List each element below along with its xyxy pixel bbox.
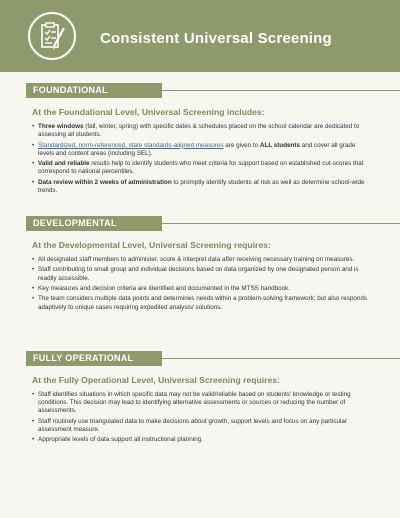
measures-link[interactable]: Standardized, norm-referenced, state standards-aligned measures <box>38 141 224 149</box>
section-bar-developmental: DEVELOPMENTAL <box>26 216 162 231</box>
section-heading-foundational: At the Foundational Level, Universal Screening includes: <box>32 107 265 117</box>
checklist-pencil-icon <box>28 12 76 60</box>
list-item: • Standardized, norm-referenced, state standards-aligned measures are given to ALL students and cover all grade levels and content areas (including SEL). <box>32 142 372 158</box>
list-item: • The team considers multiple data points and determines needs within a problem-solving framework; but also responds adaptively to unique cases requiring expedited analysis/ solutions. <box>32 295 372 311</box>
list-item: • Valid and reliable results help to identify students who meet criteria for support based on established cut-scores that correspond to national percentiles. <box>32 160 372 176</box>
list-item: • Staff routinely use triangulated data to make decisions about growth, support levels and focus on any particular assessment measure. <box>32 418 372 434</box>
section-bar-foundational: FOUNDATIONAL <box>26 83 162 98</box>
list-item: • Staff identifies situations in which specific data may not be valid/reliable based on students' knowledge or testing conditions. This decision may lead to identifying alternative assessments or sources or reducing the number of assessments. <box>32 391 372 416</box>
page-title: Consistent Universal Screening <box>100 30 332 47</box>
fully-operational-list <box>32 391 372 447</box>
foundational-list <box>32 123 372 197</box>
section-heading-developmental: At the Developmental Level, Universal Screening requires: <box>32 240 271 250</box>
section-heading-fully-operational: At the Fully Operational Level, Universal Screening requires: <box>32 375 280 385</box>
list-item: • Appropriate levels of data support all instructional planning. <box>32 436 372 444</box>
list-item: • Data review within 2 weeks of administration to promptly identify students at risk as well as determine school-wide trends. <box>32 179 372 195</box>
developmental-list <box>32 256 372 314</box>
section-bar-fully-operational: FULLY OPERATIONAL <box>26 351 162 366</box>
list-item: • Key measures and decision criteria are identified and documented in the MTSS handbook. <box>32 285 372 293</box>
header-banner <box>0 0 400 72</box>
list-item: • Three windows (fall, winter, spring) with specific dates & schedules placed on the school calendar are dedicated to assessing all students. <box>32 123 372 139</box>
list-item: • All designated staff members to administer, score & interpret data after receiving necessary training on measures. <box>32 256 372 264</box>
list-item: • Staff contributing to small group and individual decisions based on data organized by one designated person and is readily accessible. <box>32 266 372 282</box>
